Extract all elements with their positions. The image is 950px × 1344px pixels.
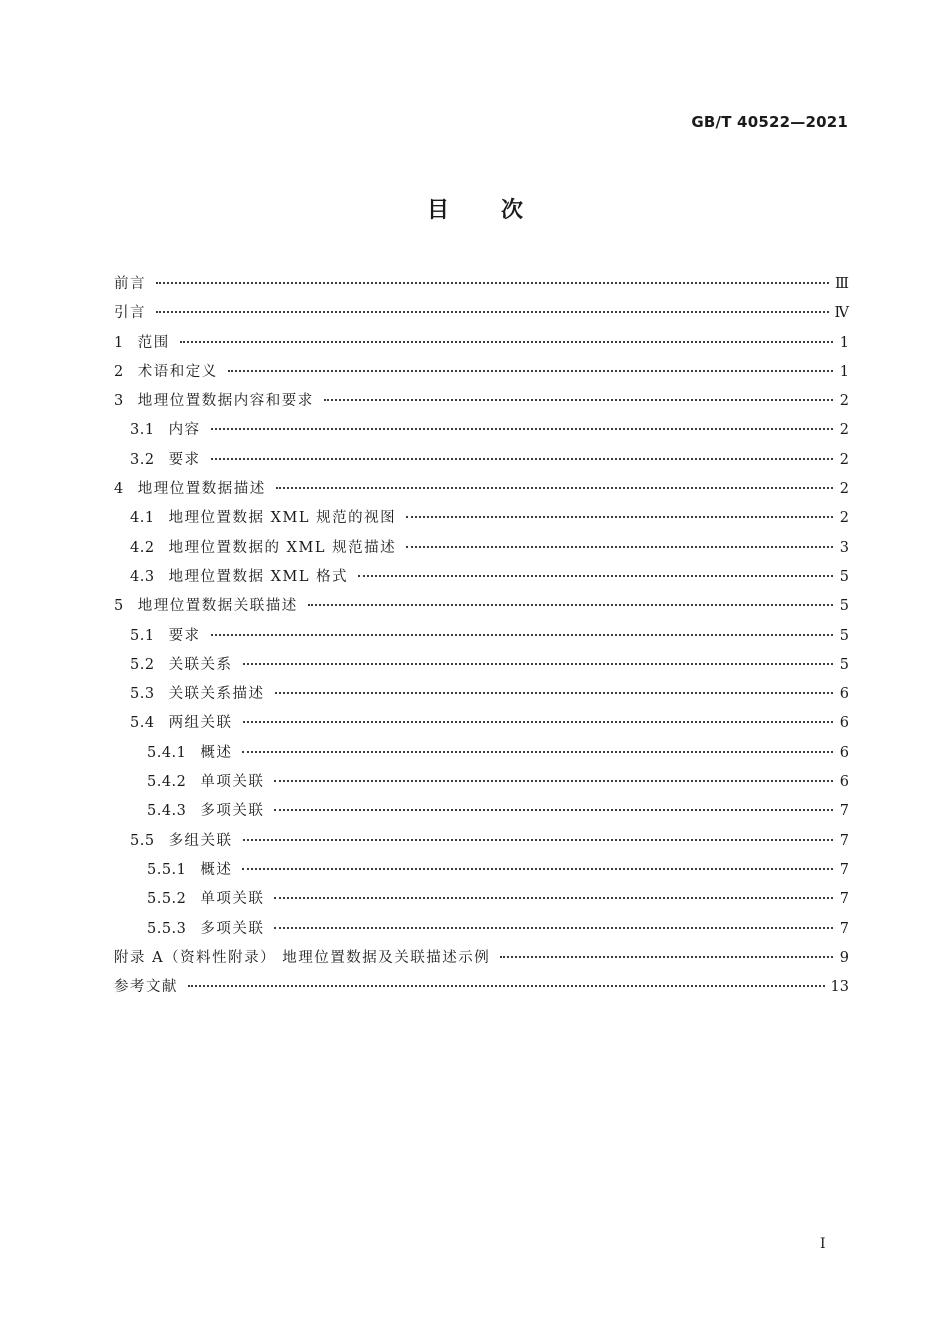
- page-title-char-2: 次: [501, 198, 524, 223]
- toc-entry-number: 5.4.3: [147, 803, 187, 820]
- toc-entry-title: 地理位置数据描述: [137, 481, 266, 498]
- toc-entry-number: 5: [114, 598, 124, 615]
- toc-entry-title: 多项关联: [200, 803, 265, 820]
- toc-entry-page: 2: [839, 393, 849, 410]
- toc-entry-title: 前言: [114, 276, 146, 292]
- toc-entry-number: 4.3: [130, 568, 155, 585]
- toc-dot-leader: [500, 956, 833, 958]
- toc-entry-title: 地理位置数据 XML 格式: [168, 568, 349, 585]
- toc-entry-title: 地理位置数据内容和要求: [137, 393, 314, 410]
- toc-entry[interactable]: [114, 827, 849, 856]
- toc-entry[interactable]: [114, 329, 849, 358]
- toc-entry-page: Ⅲ: [835, 276, 849, 292]
- toc-entry-number: 5.4: [130, 715, 155, 732]
- toc-entry[interactable]: [114, 387, 849, 416]
- toc-dot-leader: [156, 311, 829, 313]
- toc-dot-leader: [242, 751, 833, 753]
- toc-entry-title: 地理位置数据关联描述: [137, 598, 298, 615]
- toc-entry-page: 7: [839, 832, 849, 849]
- toc-entry-page: 3: [839, 539, 849, 556]
- toc-entry-title: 参考文献: [114, 979, 178, 996]
- toc-entry[interactable]: [114, 592, 849, 621]
- table-of-contents: [114, 270, 849, 1002]
- toc-entry[interactable]: [114, 622, 849, 651]
- toc-dot-leader: [308, 604, 833, 606]
- toc-entry[interactable]: [114, 797, 849, 826]
- toc-entry-title: 内容: [168, 422, 201, 439]
- toc-dot-leader: [406, 546, 833, 548]
- toc-entry[interactable]: [114, 416, 849, 445]
- toc-entry[interactable]: [114, 475, 849, 504]
- toc-dot-leader: [243, 839, 833, 841]
- toc-entry-title: 多项关联: [200, 920, 265, 937]
- toc-dot-leader: [274, 927, 833, 929]
- toc-entry-page: Ⅳ: [834, 305, 849, 322]
- toc-entry[interactable]: [114, 358, 849, 387]
- toc-entry[interactable]: [114, 973, 849, 1002]
- toc-entry-number: 5.2: [130, 656, 155, 673]
- toc-dot-leader: [243, 663, 833, 665]
- toc-entry-number: 5.4.1: [147, 744, 187, 761]
- toc-entry-number: 5.5.3: [147, 920, 187, 937]
- toc-entry-title: 两组关联: [168, 715, 233, 732]
- toc-entry-page: 7: [839, 803, 849, 820]
- toc-dot-leader: [274, 809, 833, 811]
- toc-entry-number: 3.2: [130, 451, 155, 468]
- toc-entry-page: 1: [839, 363, 849, 380]
- toc-entry-number: 1: [114, 334, 124, 351]
- page-title: [0, 193, 950, 224]
- toc-dot-leader: [242, 868, 833, 870]
- toc-dot-leader: [156, 282, 829, 284]
- toc-entry-page: 5: [839, 656, 849, 673]
- toc-dot-leader: [211, 634, 833, 636]
- toc-entry-number: 2: [114, 363, 124, 380]
- toc-entry[interactable]: [114, 651, 849, 680]
- toc-entry[interactable]: [114, 680, 849, 709]
- toc-entry[interactable]: [114, 299, 849, 328]
- toc-entry-page: 2: [839, 510, 849, 527]
- toc-entry-number: 5.3: [130, 686, 155, 703]
- toc-dot-leader: [228, 370, 833, 372]
- toc-entry-page: 9: [839, 949, 849, 966]
- toc-entry[interactable]: [114, 563, 849, 592]
- toc-entry[interactable]: [114, 885, 849, 914]
- toc-dot-leader: [274, 897, 833, 899]
- toc-entry-title: 范围: [137, 334, 170, 351]
- toc-entry-page: 2: [839, 422, 849, 439]
- toc-entry-title: 附录 A（资料性附录） 地理位置数据及关联描述示例: [114, 949, 491, 966]
- toc-entry[interactable]: [114, 739, 849, 768]
- toc-entry-page: 5: [839, 627, 849, 644]
- toc-entry[interactable]: [114, 446, 849, 475]
- toc-entry-title: 概述: [200, 744, 233, 761]
- toc-entry[interactable]: [114, 768, 849, 797]
- standard-number: GB/T 40522—2021: [691, 113, 848, 131]
- toc-entry-title: 关联关系描述: [168, 686, 265, 703]
- toc-entry-page: 5: [839, 598, 849, 615]
- toc-entry-page: 1: [839, 334, 849, 351]
- toc-entry-number: 3: [114, 393, 124, 410]
- toc-entry-page: 7: [839, 920, 849, 937]
- toc-entry-number: 4.2: [130, 539, 155, 556]
- toc-entry-number: 5.1: [130, 627, 155, 644]
- toc-dot-leader: [188, 985, 825, 987]
- toc-entry-page: 7: [839, 891, 849, 908]
- toc-dot-leader: [406, 516, 833, 518]
- toc-entry[interactable]: [114, 915, 849, 944]
- toc-entry-title: 地理位置数据的 XML 规范描述: [168, 539, 397, 556]
- toc-entry-number: 3.1: [130, 422, 155, 439]
- toc-dot-leader: [243, 721, 833, 723]
- toc-dot-leader: [324, 399, 833, 401]
- page-title-char-1: 目: [426, 198, 449, 223]
- toc-dot-leader: [211, 458, 833, 460]
- toc-entry-page: 2: [839, 481, 849, 498]
- toc-dot-leader: [274, 780, 833, 782]
- toc-entry[interactable]: [114, 856, 849, 885]
- toc-entry-page: 6: [839, 686, 849, 703]
- toc-dot-leader: [275, 692, 833, 694]
- toc-entry-page: 13: [830, 979, 849, 996]
- toc-entry-page: 6: [839, 744, 849, 761]
- toc-entry[interactable]: [114, 270, 849, 299]
- toc-dot-leader: [358, 575, 833, 577]
- toc-entry[interactable]: [114, 709, 849, 738]
- toc-entry-page: 6: [839, 774, 849, 791]
- toc-entry-title: 要求: [168, 451, 201, 468]
- page-number: Ⅰ: [820, 1236, 826, 1252]
- toc-entry-title: 术语和定义: [137, 363, 218, 380]
- toc-entry-title: 地理位置数据 XML 规范的视图: [168, 510, 397, 527]
- toc-entry-title: 单项关联: [200, 774, 265, 791]
- toc-dot-leader: [211, 428, 833, 430]
- toc-entry[interactable]: [114, 504, 849, 533]
- toc-entry-title: 概述: [200, 861, 233, 878]
- toc-entry-title: 要求: [168, 627, 201, 644]
- toc-entry-page: 6: [839, 715, 849, 732]
- toc-entry-number: 4: [114, 481, 124, 498]
- toc-dot-leader: [180, 341, 833, 343]
- toc-entry-number: 5.5: [130, 832, 155, 849]
- toc-entry-page: 5: [839, 568, 849, 585]
- toc-entry[interactable]: [114, 534, 849, 563]
- toc-entry-title: 多组关联: [168, 832, 233, 849]
- toc-entry-number: 4.1: [130, 510, 155, 527]
- toc-entry-number: 5.4.2: [147, 774, 187, 791]
- toc-entry-page: 7: [839, 861, 849, 878]
- toc-entry-title: 引言: [114, 305, 146, 322]
- toc-entry-title: 单项关联: [200, 891, 265, 908]
- toc-dot-leader: [276, 487, 833, 489]
- toc-entry-title: 关联关系: [168, 656, 233, 673]
- toc-entry[interactable]: [114, 944, 849, 973]
- toc-entry-page: 2: [839, 451, 849, 468]
- toc-entry-number: 5.5.2: [147, 891, 187, 908]
- toc-entry-number: 5.5.1: [147, 861, 187, 878]
